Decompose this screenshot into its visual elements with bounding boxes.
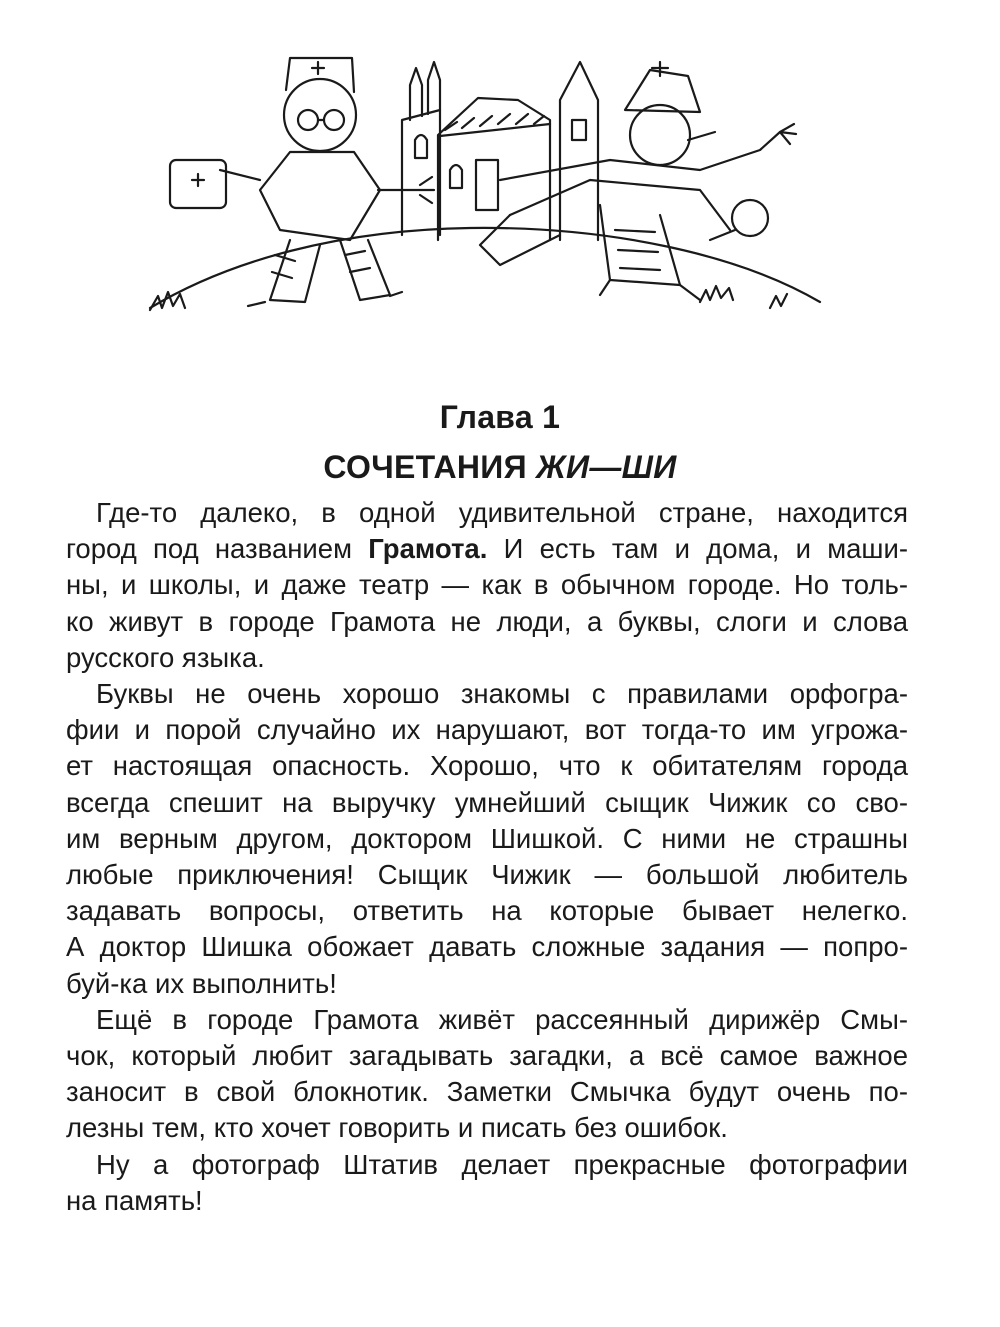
chapter-title [0,442,1000,492]
text-line: задавать вопросы, ответить на которые бывает нелегко. [66,895,908,927]
town-icon [402,62,598,240]
paragraph-3 [66,1002,908,1147]
city-name-bold: Грамота. [368,533,488,565]
paragraph-2 [66,676,908,1002]
text-line: всегда спешит на выручку умнейший сыщик Чижик со сво- [66,786,908,818]
text-fragment: И есть там и дома, и маши- [487,533,908,565]
chapter-title-italic: ЖИ—ШИ [536,449,677,485]
chapter-body [66,495,908,1219]
text-line: чок, который любит загадывать загадки, а всё самое важное [66,1040,908,1072]
text-line: буй-ка их выполнить! [66,967,337,999]
text-line: лезны тем, кто хочет говорить и писать без ошибок. [66,1112,728,1144]
chapter-number: Глава 1 [439,399,561,435]
chapter-heading [0,392,1000,492]
chapter-title-main: СОЧЕТАНИЯ [323,449,537,485]
text-line: ет настоящая опасность. Хорошо, что к обитателям города [66,750,908,782]
text-line: на память! [66,1184,203,1216]
text-line: любые приключения! Сыщик Чижик — большой любитель [66,859,908,891]
doctor-icon [170,58,434,306]
chapter-illustration [140,40,830,330]
grass [150,286,787,310]
text-line: фии и порой случайно их нарушают, вот тогда-то им угрожа- [66,714,908,746]
text-line: заносит в свой блокнотик. Заметки Смычка будут очень по- [66,1076,908,1108]
text-line [66,531,908,567]
text-line: А доктор Шишка обожает давать сложные задания — попро- [66,931,908,963]
detective-icon [480,62,796,300]
text-line: ны, и школы, и даже театр — как в обычном городе. Но толь- [66,569,908,601]
text-fragment: город под названием [66,533,369,565]
text-line: им верным другом, доктором Шишкой. С ними не страшны [66,822,908,854]
paragraph-4 [66,1147,908,1219]
paragraph-1 [66,495,908,676]
text-line: Ещё в городе Грамота живёт рассеянный дирижёр Смы- [96,1003,908,1035]
text-line: Где-то далеко, в одной удивительной стране, находится [96,497,908,528]
text-line: Буквы не очень хорошо знакомы с правилами орфогра- [96,678,908,710]
text-line: ко живут в городе Грамота не люди, а буквы, слоги и слова [66,605,908,637]
text-line: Ну а фотограф Штатив делает прекрасные фотографии [96,1148,908,1180]
text-line: русского языка. [66,641,265,673]
